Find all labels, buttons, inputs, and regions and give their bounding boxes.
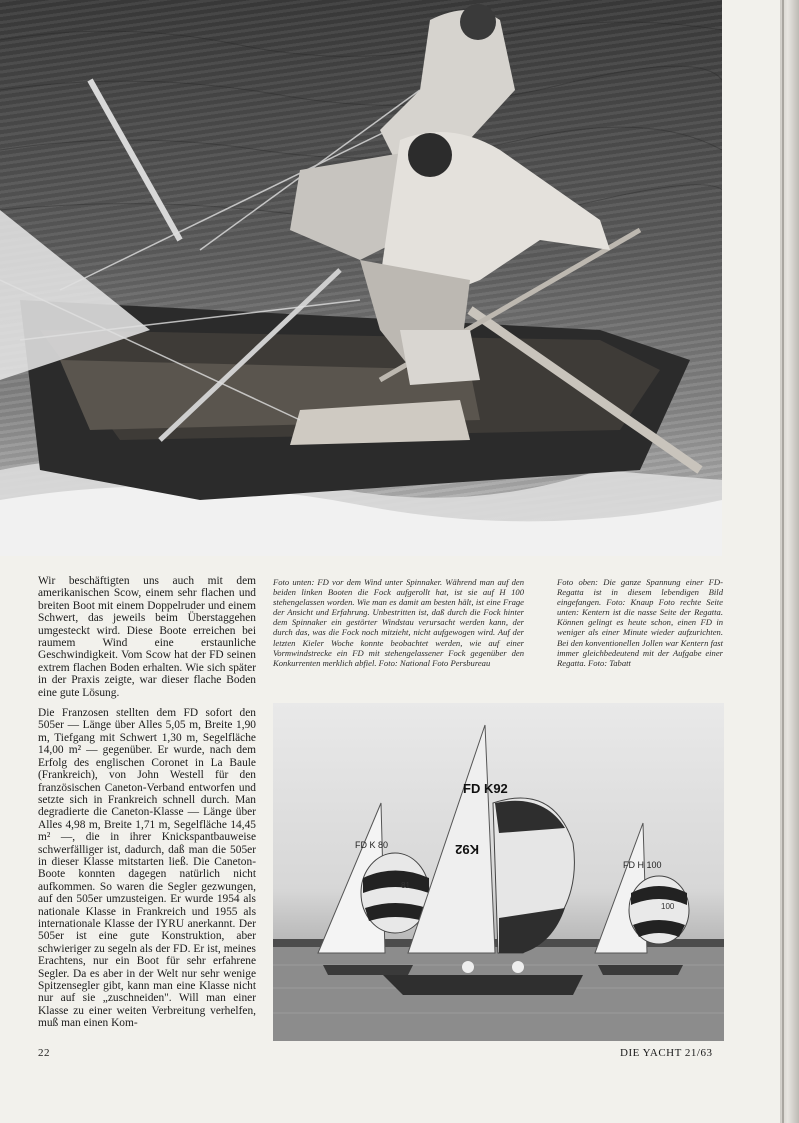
article-text-column xyxy=(38,575,256,1038)
top-photo-illustration xyxy=(0,0,722,556)
caption-photo-above: Foto oben: Die ganze Spannung einer FD-Regatta ist in diesem lebendigen Bild eingefangen. Foto: Knaup Foto rechte Seite unten: Kentern ist die nasse Seite der Regatta. Können gelingt es heute schon, einen FD in weniger als einer Minute wieder aufzurichten. Bei den konventionellen Jollen war Kentern fast immer gleichbedeutend mit der Aufgabe einer Regatta. Foto: Tabatt xyxy=(557,577,723,668)
bottom-photo-spinnaker-boats xyxy=(273,703,724,1041)
spinnaker-number-right: 100 xyxy=(661,902,675,911)
sail-number-left: FD K 80 xyxy=(355,840,389,850)
top-photo-dinghy-racing xyxy=(0,0,722,556)
article-paragraph-2: Die Franzosen stellten dem FD sofort den 505er — Länge über Alles 5,05 m, Breite 1,90 m, Tiefgang mit Schwert 1,30 m, Segelfläche 14,00 m² — gegenüber. Er wurde, nach dem Erfolg des englischen Coronet in La Baule (Frankreich), von John Westell für den französischen Caneton-Verband entworfen und setzte sich in Frankreich schnell durch. Man degradierte die Caneton-Klasse — Länge über Alles 4,98 m, Breite 1,71 m, Segelfläche 14,45 m² —, die in ihrer Knickspantbauweise schwerfälliger ist, dadurch, daß man die 505er in dieser Klasse mitstarten ließ. Die Caneton-Boote konnten dagegen natürlich nicht aufkommen. So waren die Segler gezwungen, auf den 505er umzusteigen. Er wurde 1954 als nationale Klasse in Frankreich und 1955 als internationale Klasse der IYRU anerkannt. Der 505er ist eine gute Konstruktion, aber schwieriger zu segeln als der FD. Er ist, meines Erachtens, nur ein Boot für sehr erfahrene Segler. Da es aber in der Welt nur sehr wenige Spitzensegler gibt, kann man eine Klasse nicht nur auf sie „zuschneiden". Will man einer Klasse zu einer weiten Verbreitung verhelfen, muß man einen Kom- xyxy=(38,707,256,1030)
page-binding-edge xyxy=(780,0,799,1123)
page-number: 22 xyxy=(38,1047,50,1059)
sail-number-center-reverse: K92 xyxy=(455,842,479,857)
bottom-photo-illustration xyxy=(273,703,724,1041)
caption-photo-below: Foto unten: FD vor dem Wind unter Spinnaker. Während man auf den beiden linken Booten die Fock aufgerollt hat, ist sie auf H 100 stehengelassen worden. Wie man es damit am besten hält, ist eine Frage der Ansicht und Erfahrung. Unbestritten ist, daß durch die Fock hinter dem Spinnaker ein gestörter Windstau verursacht werden kann, der durch das, was die Fock noch mitzieht, nicht aufgewogen wird. Auf der letzten Kieler Woche konnte beobachtet werden, wie auf einer Vormwindstrecke ein FD mit stehengelassener Fock gegenüber den Konkurrenten merklich abfiel. Foto: National Foto Persbureau xyxy=(273,577,524,668)
magazine-issue: DIE YACHT 21/63 xyxy=(620,1047,713,1059)
spinnaker-number-left: 81 xyxy=(401,881,410,890)
sail-number-center: FD K92 xyxy=(463,781,508,796)
article-paragraph-1: Wir beschäftigten uns auch mit dem amerikanischen Scow, einem sehr flachen und breiten Boot mit einem Doppelruder und einem Schwert, das jeweils beim Überstaggehen umgesteckt wird. Diese Boote erreichen bei raumem Wind eine erstaunliche Geschwindigkeit. Vom Scow hat der FD seinen extrem flachen Boden erhalten. Wie sich später in der Praxis zeigte, war dieser flache Boden eine gute Lösung. xyxy=(38,575,256,699)
sail-number-right: FD H 100 xyxy=(623,860,662,870)
